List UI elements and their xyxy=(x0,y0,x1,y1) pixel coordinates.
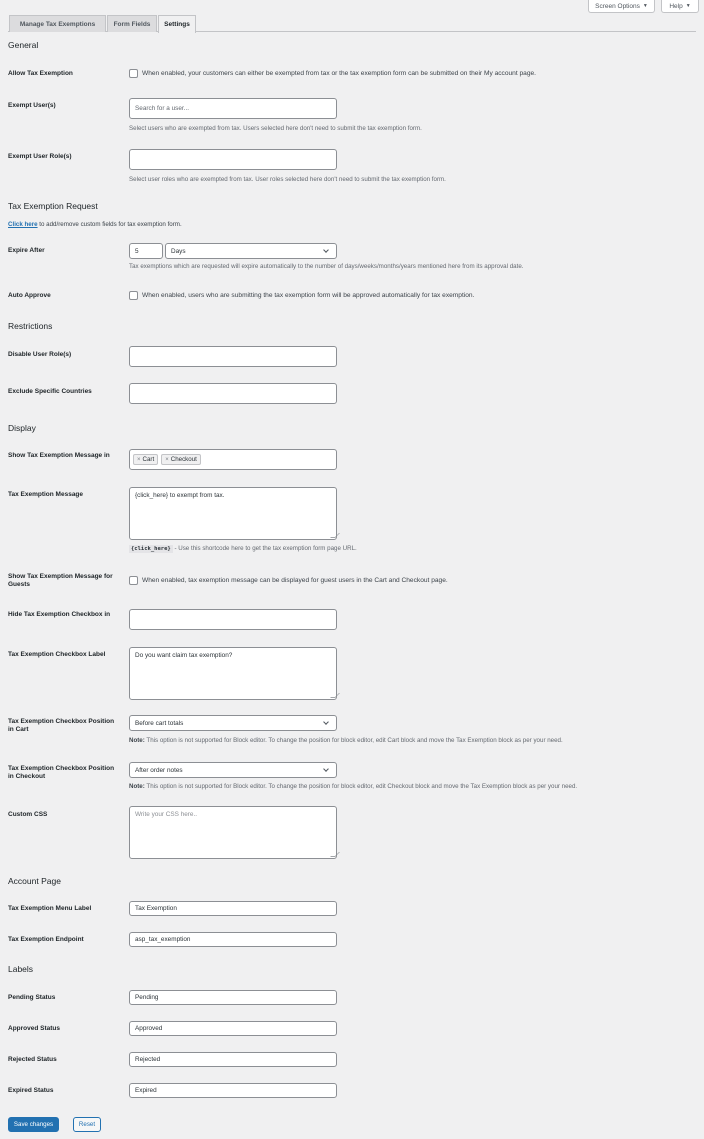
expire-after-help: Tax exemptions which are requested will expire automatically to the number of days/weeks/months/years mentioned here from its approval date. xyxy=(129,263,524,270)
section-title-general: General xyxy=(8,40,39,50)
reset-button[interactable]: Reset xyxy=(73,1117,101,1132)
exempt-user-roles-help: Select user roles who are exempted from tax. User roles selected here don't need to submit the tax exemption form. xyxy=(129,176,446,183)
rejected-status-input[interactable]: Rejected xyxy=(129,1052,337,1067)
disable-user-roles-input[interactable] xyxy=(129,346,337,367)
disable-user-roles-label: Disable User Role(s) xyxy=(8,351,72,358)
chevron-down-icon xyxy=(323,719,329,725)
section-title-display: Display xyxy=(8,423,36,433)
help-label: Help xyxy=(669,2,683,10)
caret-down-icon: ▼ xyxy=(642,3,648,9)
exempt-user-roles-label: Exempt User Role(s) xyxy=(8,153,72,160)
expire-after-number-input[interactable]: 5 xyxy=(129,243,163,259)
tax-exemption-message-label: Tax Exemption Message xyxy=(8,491,84,498)
shortcode-help-text: - Use this shortcode here to get the tax exemption form page URL. xyxy=(172,545,357,552)
exempt-user-roles-input[interactable] xyxy=(129,149,337,170)
chip-checkout xyxy=(161,454,201,465)
chip-label: Cart xyxy=(142,456,155,463)
endpoint-label: Tax Exemption Endpoint xyxy=(8,936,84,943)
position-cart-select[interactable] xyxy=(129,715,337,731)
auto-approve-checkbox[interactable] xyxy=(129,291,138,300)
tax-exemption-message-textarea[interactable] xyxy=(129,487,337,540)
menu-label-label: Tax Exemption Menu Label xyxy=(8,905,92,912)
custom-fields-note xyxy=(8,221,182,228)
shortcode-code: {click_here} xyxy=(131,546,171,552)
tax-exemption-message-value: {click_here} to exempt from tax. xyxy=(135,492,225,499)
endpoint-input[interactable]: asp_tax_exemption xyxy=(129,932,337,947)
show-message-in-label: Show Tax Exemption Message in xyxy=(8,452,110,459)
custom-css-label: Custom CSS xyxy=(8,811,48,818)
expire-after-label: Expire After xyxy=(8,247,45,254)
save-changes-button[interactable]: Save changes xyxy=(8,1117,59,1132)
position-checkout-note xyxy=(129,783,577,790)
section-title-account-page: Account Page xyxy=(8,876,61,886)
allow-tax-exemption-label: Allow Tax Exemption xyxy=(8,70,73,77)
allow-tax-exemption-description: When enabled, your customers can either be exempted from tax or the tax exemption form can be submitted on their My account page. xyxy=(142,70,536,77)
rejected-status-label: Rejected Status xyxy=(8,1056,57,1063)
chip-label: Checkout xyxy=(170,456,197,463)
allow-tax-exemption-checkbox[interactable] xyxy=(129,69,138,78)
exempt-users-label: Exempt User(s) xyxy=(8,102,56,109)
note-text: This option is not supported for Block editor. To change the position for block editor, edit Cart block and move the Tax Exemption block as per your need. xyxy=(144,737,563,744)
checkbox-label-label: Tax Exemption Checkbox Label xyxy=(8,651,106,658)
tab-label: Form Fields xyxy=(113,20,151,28)
tab-form-fields[interactable] xyxy=(107,15,157,32)
note-label: Note: xyxy=(129,737,145,744)
resize-handle-icon[interactable] xyxy=(330,693,340,698)
click-here-link[interactable]: Click here xyxy=(8,221,38,228)
expire-after-unit-value: Days xyxy=(171,247,186,255)
exempt-users-search-input[interactable]: Search for a user... xyxy=(129,98,337,119)
note-text: This option is not supported for Block editor. To change the position for block editor, edit Checkout block and move the Tax Exemption block as per your need. xyxy=(144,783,578,790)
tab-label: Manage Tax Exemptions xyxy=(19,20,96,28)
approved-status-label: Approved Status xyxy=(8,1025,61,1032)
tab-label: Settings xyxy=(164,21,190,28)
screen-options-button[interactable] xyxy=(588,0,655,13)
resize-handle-icon[interactable] xyxy=(330,533,340,538)
help-button[interactable] xyxy=(661,0,699,13)
section-title-tax-exemption-request: Tax Exemption Request xyxy=(8,201,98,211)
auto-approve-label: Auto Approve xyxy=(8,292,51,299)
section-title-labels: Labels xyxy=(8,964,34,974)
chevron-down-icon xyxy=(323,247,329,253)
resize-handle-icon[interactable] xyxy=(330,852,340,857)
position-cart-note xyxy=(129,737,563,744)
position-checkout-select[interactable] xyxy=(129,762,337,778)
hide-checkbox-in-label: Hide Tax Exemption Checkbox in xyxy=(8,611,111,618)
chip-cart xyxy=(133,454,158,465)
screen-options-label: Screen Options xyxy=(595,2,640,10)
show-for-guests-checkbox[interactable] xyxy=(129,576,138,585)
remove-icon[interactable]: × xyxy=(165,456,169,463)
position-cart-value: Before cart totals xyxy=(135,719,184,727)
remove-icon[interactable]: × xyxy=(137,456,141,463)
show-message-in-multiselect[interactable] xyxy=(129,449,337,470)
expired-status-input[interactable]: Expired xyxy=(129,1083,337,1098)
pending-status-input[interactable]: Pending xyxy=(129,990,337,1005)
tab-manage-tax-exemptions[interactable] xyxy=(9,15,106,32)
checkbox-label-textarea[interactable] xyxy=(129,647,337,700)
show-for-guests-label: Show Tax Exemption Message for Guests xyxy=(8,573,113,588)
expired-status-label: Expired Status xyxy=(8,1087,54,1094)
caret-down-icon: ▼ xyxy=(685,3,691,9)
custom-css-textarea[interactable] xyxy=(129,806,337,859)
exclude-countries-input[interactable] xyxy=(129,383,337,404)
chevron-down-icon xyxy=(323,766,329,772)
pending-status-label: Pending Status xyxy=(8,994,56,1001)
exclude-countries-label: Exclude Specific Countries xyxy=(8,388,92,395)
position-checkout-label: Tax Exemption Checkbox Position in Checkout xyxy=(8,765,115,780)
custom-css-placeholder: Write your CSS here.. xyxy=(135,811,198,818)
note-label: Note: xyxy=(129,783,145,790)
section-title-restrictions: Restrictions xyxy=(8,321,53,331)
hide-checkbox-in-input[interactable] xyxy=(129,609,337,630)
menu-label-input[interactable]: Tax Exemption xyxy=(129,901,337,916)
custom-fields-note-text: to add/remove custom fields for tax exemption form. xyxy=(37,221,182,228)
checkbox-label-value: Do you want claim tax exemption? xyxy=(135,652,233,659)
position-cart-label: Tax Exemption Checkbox Position in Cart xyxy=(8,718,115,733)
show-for-guests-description: When enabled, tax exemption message can be displayed for guest users in the Cart and Checkout page. xyxy=(142,577,448,584)
position-checkout-value: After order notes xyxy=(135,766,183,774)
approved-status-input[interactable]: Approved xyxy=(129,1021,337,1036)
tab-settings[interactable] xyxy=(158,15,196,33)
shortcode-help xyxy=(129,545,357,552)
expire-after-unit-select[interactable] xyxy=(165,243,337,259)
auto-approve-description: When enabled, users who are submitting the tax exemption form will be approved automatically for tax exemption. xyxy=(142,292,475,299)
exempt-users-help: Select users who are exempted from tax. Users selected here don't need to submit the tax exemption form. xyxy=(129,125,422,132)
